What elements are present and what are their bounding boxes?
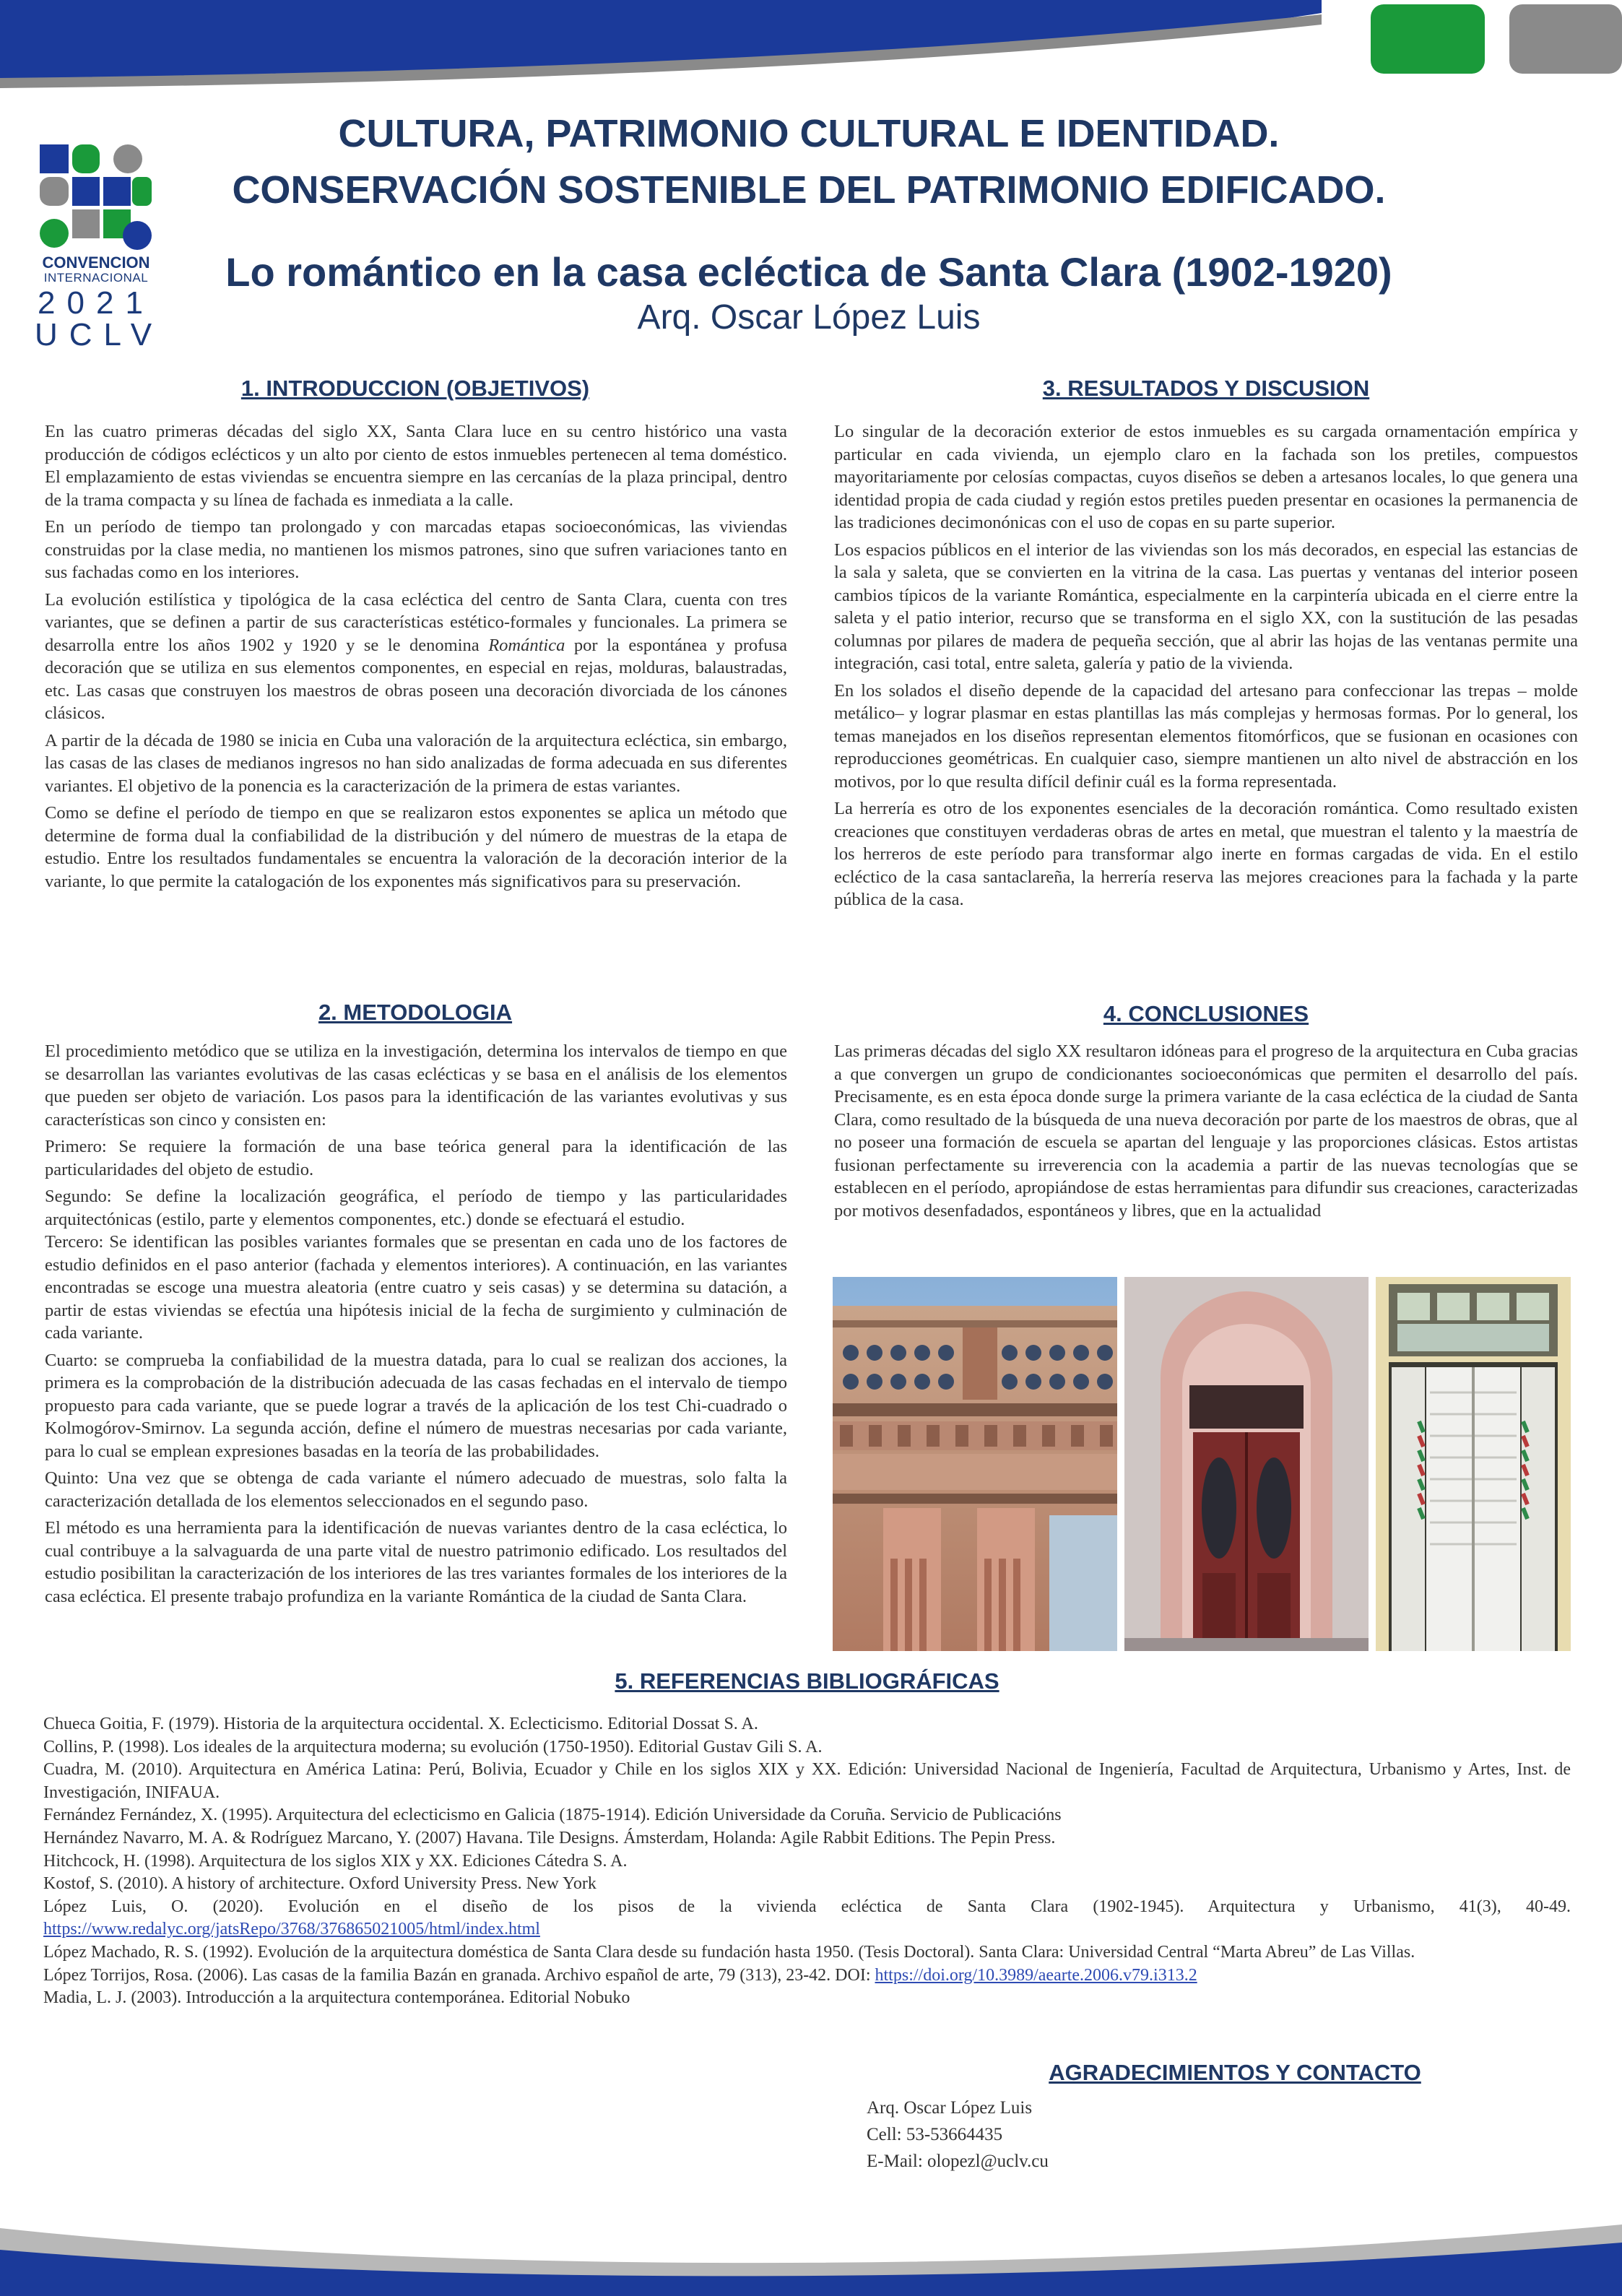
poster-title-line2: CONSERVACIÓN SOSTENIBLE DEL PATRIMONIO EDIFICADO. xyxy=(232,168,1386,212)
results-paragraph: En los solados el diseño depende de la capacidad del artesano para confeccionar las trepas – molde metálico– y lograr plasmar en estas plantillas las más complejas y hermosas formas. Por lo general, los temas manejados en los diseños representan elementos fitomórficos, que se fusionan en ocasiones con reproducciones geométricas. En cualquier caso, siempre mantienen un alto nivel de abstracción en los motivos, por lo que resulta difícil definir cuál es la forma representada. xyxy=(834,680,1578,792)
method-paragraph: Quinto: Una vez que se obtenga de cada variante el número adecuado de muestras, solo falta la caracterización detallada de los elementos seleccionados en el segundo paso. xyxy=(45,1468,787,1511)
intro-paragraph: A partir de la década de 1980 se inicia en Cuba una valoración de la arquitectura ecléctica, sin embargo, las casas de las clases de medianos ingresos no han sido analizadas de forma adecuada en sus diferentes variantes. El objetivo de la ponencia es la caracterización de la primera de estas variantes. xyxy=(45,730,787,796)
reference-text: López Luis, O. (2020). Evolución en el diseño de los pisos de la vivienda ecléctica de Santa Clara (1902-1945). Arquitectura y Urbanismo, 41(3), 40-49. xyxy=(43,1897,1571,1916)
intro-paragraph: En un período de tiempo tan prolongado y con marcadas etapas socioeconómicas, las viviendas construidas por la clase media, no mantienen los mismos patrones, sino que sufren variaciones tanto en sus fachadas como en los interiores. xyxy=(45,517,787,582)
method-paragraph: Primero: Se requiere la formación de una base teórica general para la identificación de las particularidades del objeto de estudio. xyxy=(45,1137,787,1179)
logo-year: 2021 xyxy=(38,285,155,321)
method-paragraph: El método es una herramienta para la identificación de nuevas variantes dentro de la casa ecléctica, lo cual contribuye a la salvaguarda de una parte vital de nuestro patrimonio edificado. Los resultados del estudio posibilitan la caracterización de los interiores de las tres variantes formales de los interiores de la casa ecléctica. El presente trabajo profundiza en la variante Romántica de la ciudad de Santa Clara. xyxy=(45,1518,787,1606)
top-banner-wave xyxy=(0,0,1622,90)
results-paragraph: Los espacios públicos en el interior de las viviendas son los más decorados, en especial las estancias de la sala y saleta, que se convierten en la vitrina de la casa. Las puertas y ventanas del interior poseen cambios típicos de la variante Romántica, especialmente en la carpintería ubicada en el cierre entre la saleta y el patio interior, recurso que se transforma en el siglo XX, con la sustitución de las pesadas columnas por pilares de madera de pequeña sección, que al abrir las hojas de las ventanas permite una integración, casi total, entre saleta, galería y patio de la vivienda. xyxy=(834,540,1578,673)
section-heading-contact: AGRADECIMIENTOS Y CONTACTO xyxy=(1049,2060,1421,2085)
photo-ornate-door xyxy=(1124,1277,1369,1651)
results-paragraph: La herrería es otro de los exponentes esenciales de la decoración romántica. Como resultado existen creaciones que constituyen verdaderas obras de artes en metal, que muestran el talento y la maestría de los herreros de este período para transformar algo inerte en formas cargadas de vida. En el estilo ecléctico de la casa santaclareña, la herrería reserva las mejores creaciones para la fachada y la parte pública de la casa. xyxy=(834,799,1578,909)
reference-item xyxy=(43,1964,1571,1988)
facade-parapet-image-icon xyxy=(833,1277,1117,1651)
conclusions-text xyxy=(834,1040,1578,1226)
photo-louvered-window xyxy=(1376,1277,1571,1651)
method-paragraph: Cuarto: se comprueba la confiabilidad de la muestra datada, para lo cual se realizan dos acciones, la primera es la comprobación de la distribución adecuada de las casas fechadas en el intervalo de tiempo propuesto para cada variante, que se puede lograr a través de la aplicación de los test Chi-cuadrado o Kolmogórov-Smirnov. La segunda acción, define el número de muestras necesarias por cada variante, para lo cual se emplean expresiones basadas en la teoría de las probabilidades. xyxy=(45,1350,787,1461)
method-text xyxy=(45,1040,787,1612)
method-paragraph: Segundo: Se define la localización geográfica, el período de tiempo y las particularidades arquitectónicas (estilo, parte y elementos componentes, etc.) donde se efectuará el estudio. xyxy=(45,1187,787,1229)
reference-link[interactable]: https://doi.org/10.3989/aearte.2006.v79.i313.2 xyxy=(875,1965,1197,1985)
reference-item: Fernández Fernández, X. (1995). Arquitectura del eclecticismo en Galicia (1875-1914). Edición Universidade da Coruña. Servicio de Publicacións xyxy=(43,1806,1062,1825)
intro-paragraph: Como se define el período de tiempo en que se realizaron estos exponentes se aplica un método que determine de forma dual la confiabilidad de la distribución y del número de muestras de la etapa de estudio. Entre los resultados fundamentales se encuentra la valoración de la decoración interior de la variante, lo que permite la catalogación de los exponentes más significativos para su preservación. xyxy=(45,803,787,891)
section-heading-references: 5. REFERENCIAS BIBLIOGRÁFICAS xyxy=(615,1668,999,1694)
intro-p3-start: La evolución estilística y tipológica de la casa ecléctica del centro de Santa Clara, cuenta con tres variantes, que se definen a partir de sus características estético-formales y funcionales. La primera se desarrolla entre los años 1902 y 1920 y se le denomina xyxy=(45,589,787,655)
poster-title-line1: CULTURA, PATRIMONIO CULTURAL E IDENTIDAD. xyxy=(338,112,1280,155)
results-text xyxy=(834,420,1578,916)
intro-paragraph: En las cuatro primeras décadas del siglo XX, Santa Clara luce en su centro histórico una vasta producción de códigos eclécticos y un alto por ciento de estos inmuebles pertenecen al tema doméstico. El emplazamiento de estas viviendas se encuentra siempre en las cercanías de la plaza principal, dentro de la trama compacta y su línea de fachada es inmediata a la calle. xyxy=(45,422,787,510)
reference-link[interactable]: https://www.redalyc.org/jatsRepo/3768/376865021005/html/index.html xyxy=(43,1920,540,1939)
section-heading-method: 2. METODOLOGIA xyxy=(318,1000,513,1025)
reference-item: Madia, L. J. (2003). Introducción a la arquitectura contemporánea. Editorial Nobuko xyxy=(43,1988,630,2008)
section-heading-intro: 1. INTRODUCCION (OBJETIVOS) xyxy=(240,376,590,401)
method-paragraph: Tercero: Se identifican las posibles variantes formales que se presentan en cada uno de los factores de estudio definidos en el paso anterior (fachada y elementos interiores). A continuación, en las variantes encontradas se escoge una muestra aleatoria (entre cuatro y seis casas) y se determina su datación, a partir de estas viviendas se efectúa una hipótesis inicial de la fecha de surgimiento y culminación de cada variante. xyxy=(45,1232,787,1343)
photo-facade-parapet xyxy=(833,1277,1117,1651)
logo-line1: CONVENCION xyxy=(42,254,150,272)
poster-author: Arq. Oscar López Luis xyxy=(637,298,981,337)
bottom-banner-wave xyxy=(0,2206,1622,2296)
contact-name: Arq. Oscar López Luis xyxy=(867,2098,1033,2118)
contact-cell: Cell: 53-53664435 xyxy=(867,2125,1003,2144)
reference-item: Kostof, S. (2010). A history of architecture. Oxford University Press. New York xyxy=(43,1874,597,1894)
method-paragraph: El procedimiento metódico que se utiliza en la investigación, determina los intervalos de tiempo en que se desarrollan las variantes evolutivas de las casas eclécticas y se basa en el análisis de los elementos que pueden ser objeto de variación. Los pasos para la identificación de las variantes evolutivas y sus características son cinco y consisten en: xyxy=(45,1041,787,1130)
intro-p3-end: por la espontánea y profusa decoración que se utiliza en sus elementos componentes, en especial en rejas, molduras, balaustradas, etc. Las casas que construyen los maestros de obras poseen una decoración divorciada de los cánones clásicos. xyxy=(45,635,787,723)
reference-text: López Torrijos, Rosa. (2006). Las casas de la familia Bazán en granada. Archivo español de arte, 79 (313), 23-42. DOI: xyxy=(43,1965,875,1985)
intro-p3-italic: Romántica xyxy=(488,635,565,655)
section-heading-conclusions: 4. CONCLUSIONES xyxy=(1103,1001,1309,1026)
reference-item: Cuadra, M. (2010). Arquitectura en América Latina: Perú, Bolivia, Ecuador y Chile en los siglos XIX y XX. Edición: Universidad Nacional de Ingeniería, Facultad de Arquitectura, Urbanismo y Artes, Inst. de Investigación, INIFAUA. xyxy=(43,1760,1571,1802)
logo-uclv: UCLV xyxy=(35,317,164,352)
contact-block xyxy=(867,2094,1049,2175)
intro-paragraph xyxy=(45,589,787,725)
reference-item xyxy=(43,1896,1571,1941)
reference-item: López Machado, R. S. (1992). Evolución de la arquitectura doméstica de Santa Clara desde su fundación hasta 1950. (Tesis Doctoral). Santa Clara: Universidad Central “Marta Abreu” de Las Villas. xyxy=(43,1942,1415,1962)
louvered-window-image-icon xyxy=(1376,1277,1571,1651)
ornate-door-image-icon xyxy=(1124,1277,1369,1651)
reference-item: Chueca Goitia, F. (1979). Historia de la arquitectura occidental. X. Eclecticismo. Editorial Dossat S. A. xyxy=(43,1715,758,1733)
intro-text xyxy=(45,420,787,897)
references-list xyxy=(43,1713,1571,2010)
convention-logo-icon xyxy=(40,143,152,251)
logo-text xyxy=(35,254,164,352)
conclusions-paragraph: Las primeras décadas del siglo XX resultaron idóneas para el progreso de la arquitectura en Cuba gracias a que convergen un grupo de condicionantes socioeconómicas que permiten el desarrollo del país. Precisamente, es en esta época donde surge la primera variante de la casa ecléctica de la ciudad de Santa Clara, como resultado de la búsqueda de una nueva decoración por parte de los maestros de obras, que al no poseer una formación de escuela se apartan del lenguaje y las proporciones clásicas. Estos artistas fusionan perfectamente su irreverencia con la academia a partir de las nuevas tecnologías que se establecen en el período, apropiándose de estas herramientas para difundir sus creaciones, caracterizadas por motivos desenfadados, espontáneos y libres, que en la actualidad xyxy=(834,1041,1578,1221)
logo-line2: INTERNACIONAL xyxy=(43,271,149,285)
reference-item: Hitchcock, H. (1998). Arquitectura de los siglos XIX y XX. Ediciones Cátedra S. A. xyxy=(43,1851,628,1871)
results-paragraph: Lo singular de la decoración exterior de estos inmuebles es su cargada ornamentación empírica y particular en cada vivienda, un ejemplo claro en la fachada son los pretiles, compuestos mayoritariamente por celosías compactas, cuyos diseños se deben a artesanos locales, lo que genera una identidad propia de cada ciudad y región estos pretiles pueden presentar en ocasiones la permanencia de las tradiciones decimonónicas con el uso de copas en su parte superior. xyxy=(834,422,1578,532)
reference-item: Collins, P. (1998). Los ideales de la arquitectura moderna; su evolución (1750-1950). Editorial Gustav Gili S. A. xyxy=(43,1737,823,1756)
poster-subtitle: Lo romántico en la casa ecléctica de Santa Clara (1902-1920) xyxy=(225,249,1392,295)
contact-email: E-Mail: olopezl@uclv.cu xyxy=(867,2152,1049,2171)
reference-item: Hernández Navarro, M. A. & Rodríguez Marcano, Y. (2007) Havana. Tile Designs. Ámsterdam, Holanda: Agile Rabbit Editions. The Pepin Press. xyxy=(43,1828,1056,1847)
section-heading-results: 3. RESULTADOS Y DISCUSION xyxy=(1042,376,1370,401)
